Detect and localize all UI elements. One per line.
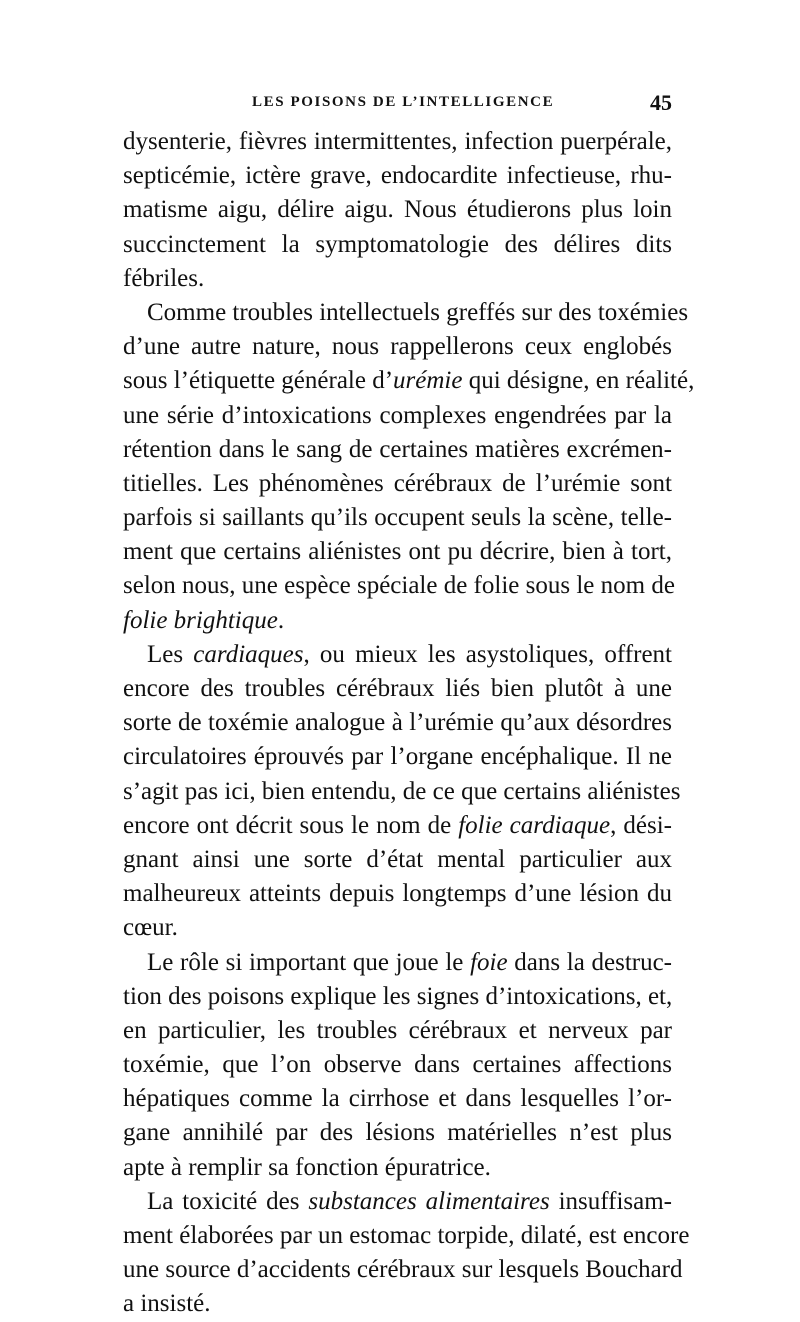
text-line: septicémie, ictère grave, endocardite infectieuse, rhu- [123,162,672,190]
text-line [123,1151,672,1185]
text-line: s’agit pas ici, bien entendu, de ce que certains aliénistes [123,777,681,805]
text-line: selon nous, une espèce spéciale de folie sous le nom de [123,572,675,600]
text-fragment: apte à remplir sa fonction épuratrice. [123,1153,491,1181]
text-fragment: La toxicité des [147,1187,309,1215]
text-line [123,604,672,638]
text-line [123,809,672,843]
italic-term: substances alimentaires [308,1187,550,1215]
text-fragment: fébriles. [123,264,205,292]
text-line: une série d’intoxications complexes engendrées par la [123,401,672,429]
running-head [252,90,672,118]
text-line [123,911,672,945]
text-line [123,262,672,296]
text-line: titielles. Les phénomènes cérébraux de l’urémie sont [123,469,672,497]
text-line: malheureux atteints depuis longtemps d’une lésion du [123,880,672,908]
text-line: succinctement la symptomatologie des délires dits [123,230,672,258]
running-title: LES POISONS DE L’INTELLIGENCE [252,94,555,110]
text-fragment: , ou mieux les asystoliques, offrent [303,640,672,668]
paragraph-first-line: Comme troubles intellectuels greffés sur des toxémies [147,298,689,326]
text-line: tion des poisons explique les signes d’intoxications, et, [123,982,673,1010]
text-fragment: cœur. [123,914,178,942]
paragraph-first-line [123,638,672,672]
italic-term: folie cardiaque [458,811,611,839]
text-line: d’une autre nature, nous rappellerons ceux englobés [123,333,672,361]
italic-term: cardiaques [193,640,304,668]
italic-term: folie brightique [123,606,278,634]
page-number: 45 [650,90,672,115]
text-line: gnant ainsi une sorte d’état mental particulier aux [123,845,672,873]
text-line: ment élaborées par un estomac torpide, dilaté, est encore [123,1222,690,1249]
text-line: hépatiques comme la cirrhose et dans lesquelles l’or- [123,1085,672,1113]
paragraph-first-line [123,1185,672,1219]
text-fragment: , dési- [610,811,672,839]
text-line [123,364,695,398]
text-line: gane annihilé par des lésions matérielles n’est plus [123,1119,672,1147]
text-line: une source d’accidents cérébraux sur lesquels Bouchard [123,1256,683,1284]
paragraph-first-line [123,946,672,980]
text-line: encore des troubles cérébraux liés bien plutôt à une [123,675,672,702]
text-line: ment que certains aliénistes ont pu décrire, bien à tort, [123,538,672,566]
text-line: parfois si saillants qu’ils occupent seuls la scène, telle- [123,504,672,532]
text-fragment: Les [147,640,194,668]
text-line: matisme aigu, délire aigu. Nous étudierons plus loin [123,196,672,224]
italic-term: foie [470,948,508,976]
text-fragment: sous l’étiquette générale d’ [123,367,394,395]
text-fragment: . [277,606,285,634]
text-fragment: Le rôle si important que joue le [147,948,471,976]
text-line: en particulier, les troubles cérébraux et nerveux par [123,1016,672,1044]
text-line: rétention dans le sang de certaines matières excrémen- [123,435,672,463]
text-fragment: qui désigne, en réalité, [462,367,695,395]
text-line: toxémie, que l’on observe dans certaines affections [123,1051,672,1079]
text-fragment: insuffisam- [549,1187,673,1215]
text-fragment: a insisté. [123,1290,211,1318]
italic-term: urémie [393,367,463,395]
text-line [123,1287,672,1321]
body-text [123,125,695,1322]
text-line: circulatoires éprouvés par l’organe encéphalique. Il ne [123,743,672,771]
text-fragment: encore ont décrit sous le nom de [123,811,459,839]
text-fragment: dans la destruc- [507,948,673,976]
text-line: dysenterie, fièvres intermittentes, infection puerpérale, [123,128,672,155]
text-line: sorte de toxémie analogue à l’urémie qu’aux désordres [123,709,672,737]
